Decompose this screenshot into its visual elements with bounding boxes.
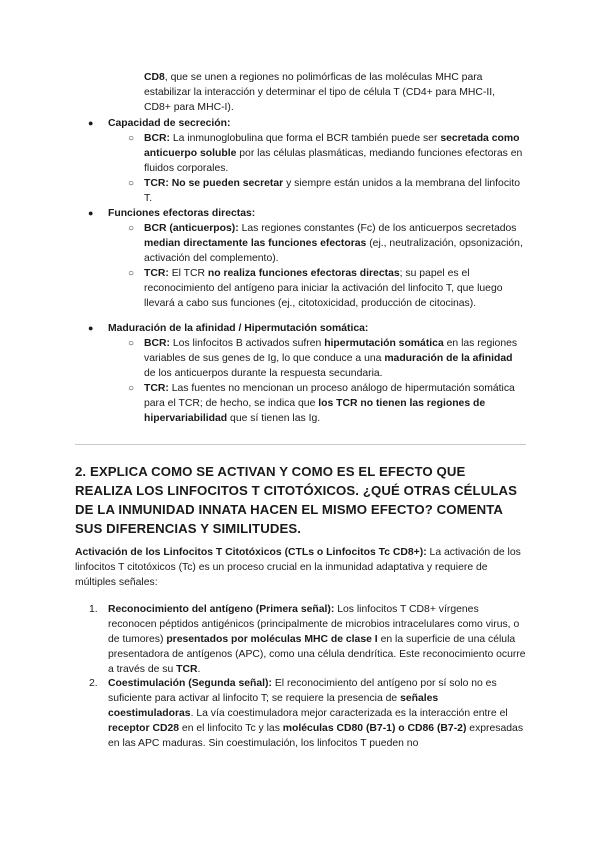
- item-text: TCR: Las fuentes no mencionan un proceso análogo de hipermutación somática para el TCR; de hecho, se indica que los TCR no tienen las regiones de hipervariabilidad que sí tienen las Ig.: [144, 383, 515, 424]
- emphasis-text: moléculas CD80 (B7-1) o CD86 (B7-2): [282, 723, 467, 734]
- emphasis-text: señales coestimuladoras: [108, 693, 439, 719]
- emphasis-text: median directamente las funciones efectoras: [144, 238, 367, 249]
- emphasis-text: hipermutación somática: [324, 338, 444, 349]
- intro-paragraph: Activación de los Linfocitos T Citotóxicos (CTLs o Linfocitos Tc CD8+): La activación de los linfocitos T citotóxicos (Tc) es un proceso crucial en la inmunidad adaptativa y requiere de múltiples señales:: [75, 547, 521, 588]
- sub-bullet-icon: ○: [128, 383, 135, 394]
- question-heading: 2. EXPLICA COMO SE ACTIVAN Y COMO ES EL EFECTO QUE REALIZA LOS LINFOCITOS T CITOTÓXICOS. ¿QUÉ OTRAS CÉLULAS DE LA INMUNIDAD INNATA HACEN EL MISMO EFECTO? COMENTA SUS DIFERENCIAS Y SIMILITUDES.: [75, 464, 518, 536]
- item-label: TCR:: [144, 268, 169, 279]
- item-text: TCR: No se pueden secretar y siempre están unidos a la membrana del linfocito T.: [144, 178, 520, 204]
- step-text: Coestimulación (Segunda señal): El reconocimiento del antígeno por sí solo no es suficiente para activar al linfocito T; se requiere la presencia de señales coestimuladoras. La vía coestimuladora mejor caracterizada es la interacción entre el receptor CD28 en el linfocito Tc y las moléculas CD80 (B7-1) o CD86 (B7-2) expresadas en las APC maduras. Sin coestimulación, los linfocitos T pueden no: [108, 678, 524, 749]
- item-text: TCR: El TCR no realiza funciones efectoras directas; su papel es el reconocimiento del antígeno para iniciar la activación del linfocito T, que luego llevará a cabo sus funciones (ej., citotoxicidad, producción de citocinas).: [144, 268, 503, 309]
- item-label: BCR:: [144, 133, 170, 144]
- emphasis-text: No se pueden secretar: [171, 178, 284, 189]
- item-label: Coestimulación (Segunda señal):: [108, 678, 272, 689]
- emphasis-text: los TCR no tienen las regiones de hipervariabilidad: [144, 398, 486, 424]
- emphasis-text: secretada como anticuerpo soluble: [144, 133, 520, 159]
- bullet-icon: ●: [88, 118, 94, 128]
- bullet-icon: ●: [88, 208, 94, 218]
- continuation-text: CD8, que se unen a regiones no polimórficas de las moléculas MHC para estabilizar la interacción y determinar el tipo de célula T (CD4+ para MHC-II, CD8+ para MHC-I).: [144, 72, 496, 113]
- horizontal-divider: [75, 444, 526, 445]
- sub-bullet-icon: ○: [128, 178, 135, 189]
- sub-bullet-icon: ○: [128, 223, 135, 234]
- document-page: CD8, que se unen a regiones no polimórficas de las moléculas MHC para estabilizar la interacción y determinar el tipo de célula T (CD4+ para MHC-II, CD8+ para MHC-I). ● Capacidad de secreción: ○ BCR: La inmunoglobulina que forma el BCR también puede ser secretada como anticuerpo soluble por las células plasmáticas, mediando funciones efectoras en fluidos corporales. ○ TCR: No se pueden secretar y siempre están unidos a la membrana del linfocito T. ● Funciones efectoras directas: ○ BCR (anticuerpos): Las regiones constantes (Fc) de los anticuerpos secretados median directamente las funciones efectoras (ej., neutralización, opsonización, activación del complemento). ○ TCR: El TCR no realiza funciones efectoras directas; su papel es el reconocimiento del antígeno para iniciar la activación del linfocito T, que luego llevará a cabo sus funciones (ej., citotoxicidad, producción de citocinas). ● Maduración de la afinidad / Hipermutación somática: ○ BCR: Los linfocitos B activados sufren hipermutación somática en las regiones variables de sus genes de Ig, lo que conduce a una maduración de la afinidad de los anticuerpos durante la respuesta secundaria. ○ TCR: Las fuentes no mencionan un proceso análogo de hipermutación somática para el TCR; de hecho, se indica que los TCR no tienen las regiones de hipervariabilidad que sí tienen las Ig. 2. EXPLICA COMO SE ACTIVAN Y COMO ES EL EFECTO QUE REALIZA LOS LINFOCITOS T CITOTÓXICOS. ¿QUÉ OTRAS CÉLULAS DE LA INMUNIDAD INNATA HACEN EL MISMO EFECTO? COMENTA SUS DIFERENCIAS Y SIMILITUDES. Activación de los Linfocitos T Citotóxicos (CTLs o Linfocitos Tc CD8+): La activación de los linfocitos T citotóxicos (Tc) es un proceso crucial en la inmunidad adaptativa y requiere de múltiples señales: 1. Reconocimiento del antígeno (Primera señal): Los linfocitos T CD8+ vírgenes reconocen péptidos antigénicos (principalmente de microbios intracelulares como virus, o de tumores) presentados por moléculas MHC de clase I en la superficie de una célula presentadora de antígenos (APC), como una célula dendrítica. Este reconocimiento ocurre a través de su TCR. 2. Coestimulación (Segunda señal): El reconocimiento del antígeno por sí solo no es suficiente para activar al linfocito T; se requiere la presencia de señales coestimuladoras. La vía coestimuladora mejor caracterizada es la interacción entre el receptor CD28 en el linfocito Tc y las moléculas CD80 (B7-1) o CD86 (B7-2) expresadas en las APC maduras. Sin coestimulación, los linfocitos T pueden no: [75, 72, 526, 749]
- item-label: BCR:: [144, 338, 170, 349]
- emphasis-text: maduración de la afinidad: [384, 353, 513, 364]
- emphasis-text: receptor CD28: [108, 723, 180, 734]
- sub-bullet-icon: ○: [128, 133, 135, 144]
- sub-bullet-icon: ○: [128, 338, 135, 349]
- item-label: TCR:: [144, 178, 169, 189]
- emphasis-text: presentados por moléculas MHC de clase I: [166, 634, 378, 645]
- bullet-icon: ●: [88, 323, 94, 333]
- item-text: BCR (anticuerpos): Las regiones constantes (Fc) de los anticuerpos secretados median directamente las funciones efectoras (ej., neutralización, opsonización, activación del complemento).: [144, 223, 523, 264]
- item-label: Reconocimiento del antígeno (Primera señal):: [108, 604, 335, 615]
- item-label: BCR (anticuerpos):: [144, 223, 239, 234]
- item-label: TCR:: [144, 383, 169, 394]
- sub-bullet-icon: ○: [128, 268, 135, 279]
- item-text: BCR: Los linfocitos B activados sufren hipermutación somática en las regiones variables de sus genes de Ig, lo que conduce a una maduración de la afinidad de los anticuerpos durante la respuesta secundaria.: [144, 338, 518, 379]
- emphasis-text: TCR: [176, 664, 198, 675]
- step-text: Reconocimiento del antígeno (Primera señal): Los linfocitos T CD8+ vírgenes reconocen péptidos antigénicos (principalmente de microbios intracelulares como virus, o de tumores) presentados por moléculas MHC de clase I en la superficie de una célula presentadora de antígenos (APC), como una célula dendrítica. Este reconocimiento ocurre a través de su TCR.: [108, 604, 526, 675]
- item-text: BCR: La inmunoglobulina que forma el BCR también puede ser secretada como anticuerpo soluble por las células plasmáticas, mediando funciones efectoras en fluidos corporales.: [144, 133, 523, 174]
- emphasis-text: no realiza funciones efectoras directas: [207, 268, 400, 279]
